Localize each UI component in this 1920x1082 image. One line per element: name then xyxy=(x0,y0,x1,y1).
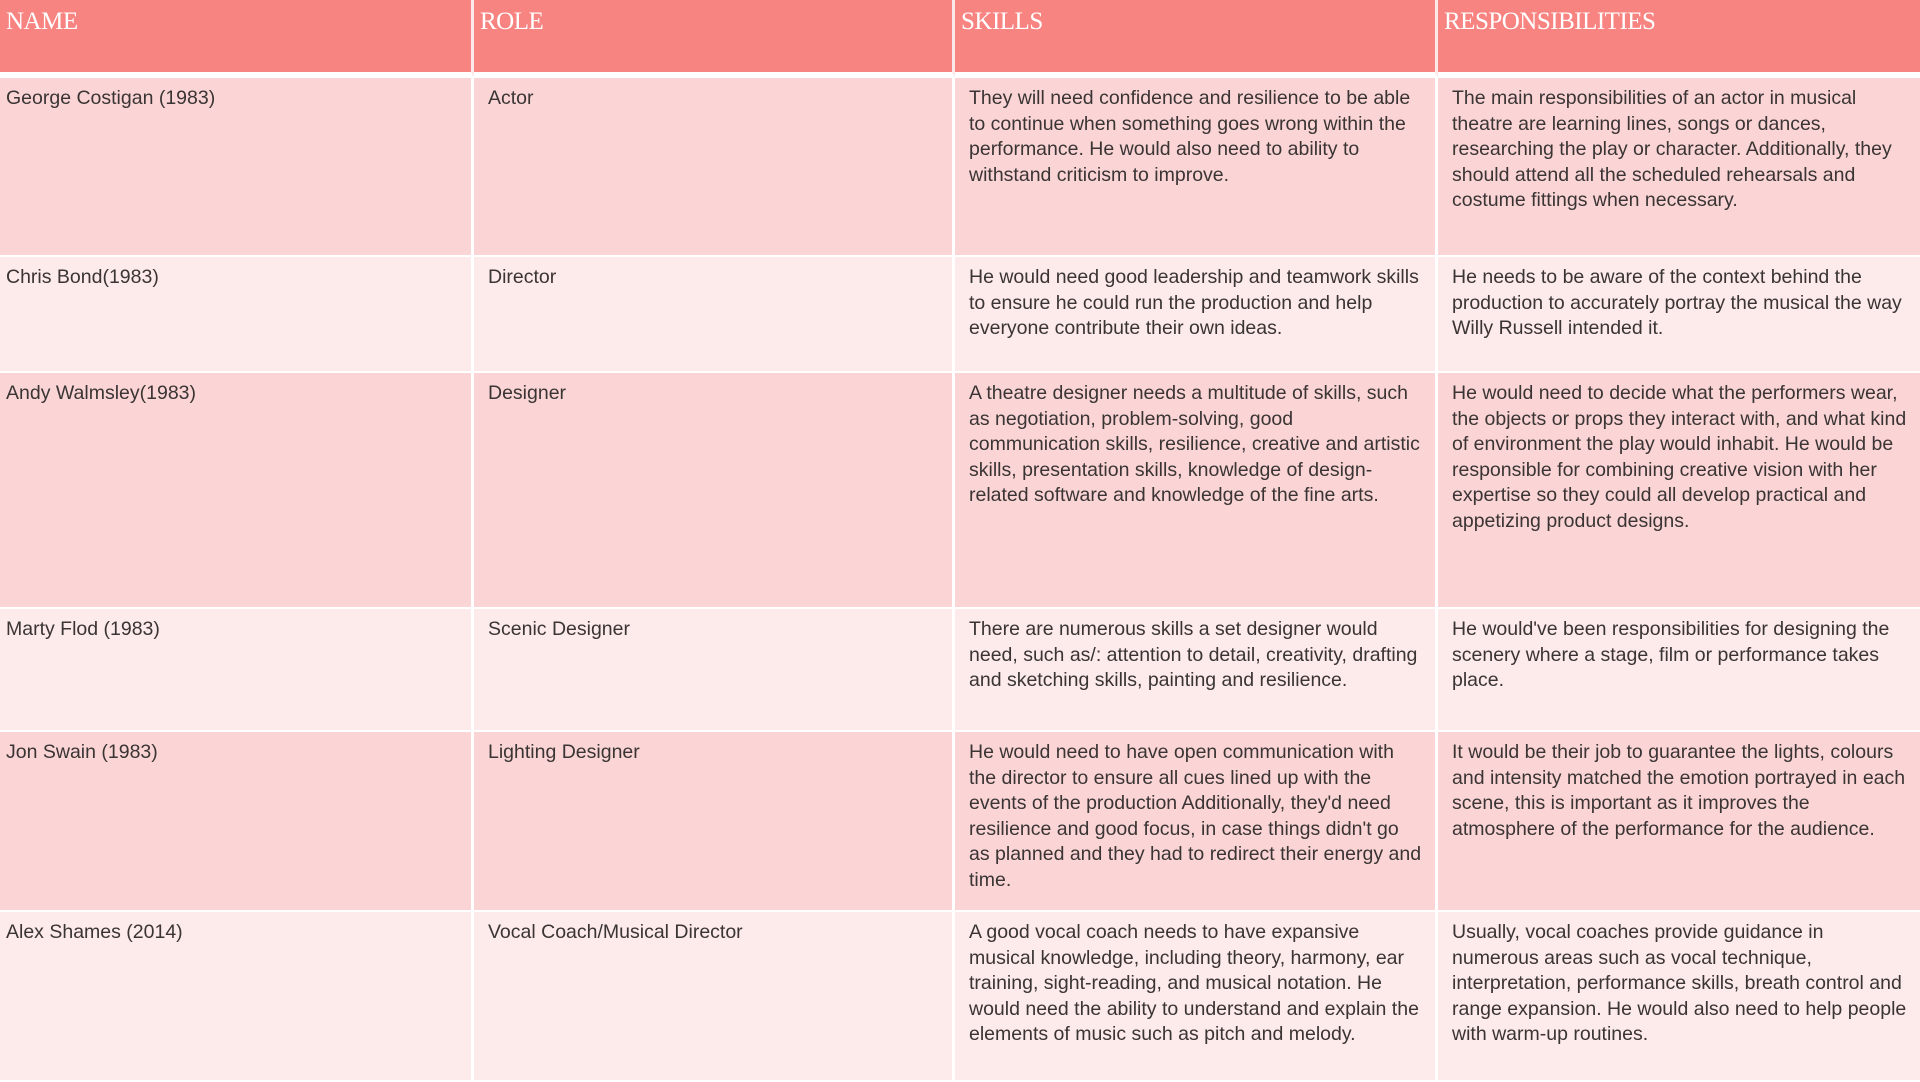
cell-skills: A theatre designer needs a multitude of skills, such as negotiation, problem-solving, good communication skills, resilience, creative and artistic skills, presentation skills, knowledge of design-related software and knowledge of the fine arts. xyxy=(955,373,1438,609)
cell-name: George Costigan (1983) xyxy=(0,78,474,257)
cell-name: Jon Swain (1983) xyxy=(0,732,474,912)
cell-skills: He would need to have open communication with the director to ensure all cues lined up with the events of the production Additionally, they'd need resilience and good focus, in case things didn't go as planned and they had to redirect their energy and time. xyxy=(955,732,1438,912)
cell-role: Lighting Designer xyxy=(474,732,955,912)
cell-name: Andy Walmsley(1983) xyxy=(0,373,474,609)
cell-role: Actor xyxy=(474,78,955,257)
cell-responsibilities: He would've been responsibilities for designing the scenery where a stage, film or performance takes place. xyxy=(1438,609,1920,732)
header-responsibilities: RESPONSIBILITIES xyxy=(1438,0,1920,78)
cell-role: Scenic Designer xyxy=(474,609,955,732)
cell-name: Alex Shames (2014) xyxy=(0,912,474,1082)
header-row xyxy=(0,0,1920,78)
cell-skills: A good vocal coach needs to have expansive musical knowledge, including theory, harmony, ear training, sight-reading, and musical notation. He would need the ability to understand and explain the elements of music such as pitch and melody. xyxy=(955,912,1438,1082)
cell-responsibilities: He would need to decide what the performers wear, the objects or props they interact with, and what kind of environment the play would inhabit. He would be responsible for combining creative vision with her expertise so they could all develop practical and appetizing product designs. xyxy=(1438,373,1920,609)
cell-responsibilities: He needs to be aware of the context behind the production to accurately portray the musical the way Willy Russell intended it. xyxy=(1438,257,1920,373)
table-row xyxy=(0,732,1920,912)
cell-role: Designer xyxy=(474,373,955,609)
table-row xyxy=(0,912,1920,1082)
header-role: ROLE xyxy=(474,0,955,78)
cell-responsibilities: Usually, vocal coaches provide guidance in numerous areas such as vocal technique, interpretation, performance skills, breath control and range expansion. He would also need to help people with warm-up routines. xyxy=(1438,912,1920,1082)
table-row xyxy=(0,78,1920,257)
cell-name: Marty Flod (1983) xyxy=(0,609,474,732)
table-row xyxy=(0,373,1920,609)
cell-role: Director xyxy=(474,257,955,373)
table-row xyxy=(0,257,1920,373)
cell-skills: There are numerous skills a set designer would need, such as/: attention to detail, creativity, drafting and sketching skills, painting and resilience. xyxy=(955,609,1438,732)
cell-responsibilities: The main responsibilities of an actor in musical theatre are learning lines, songs or dances, researching the play or character. Additionally, they should attend all the scheduled rehearsals and costume fittings when necessary. xyxy=(1438,78,1920,257)
header-skills: SKILLS xyxy=(955,0,1438,78)
table-row xyxy=(0,609,1920,732)
header-name: NAME xyxy=(0,0,474,78)
cell-responsibilities: It would be their job to guarantee the lights, colours and intensity matched the emotion portrayed in each scene, this is important as it improves the atmosphere of the performance for the audience. xyxy=(1438,732,1920,912)
cell-name: Chris Bond(1983) xyxy=(0,257,474,373)
cell-role: Vocal Coach/Musical Director xyxy=(474,912,955,1082)
cell-skills: They will need confidence and resilience to be able to continue when something goes wrong within the performance. He would also need to ability to withstand criticism to improve. xyxy=(955,78,1438,257)
cell-skills: He would need good leadership and teamwork skills to ensure he could run the production and help everyone contribute their own ideas. xyxy=(955,257,1438,373)
